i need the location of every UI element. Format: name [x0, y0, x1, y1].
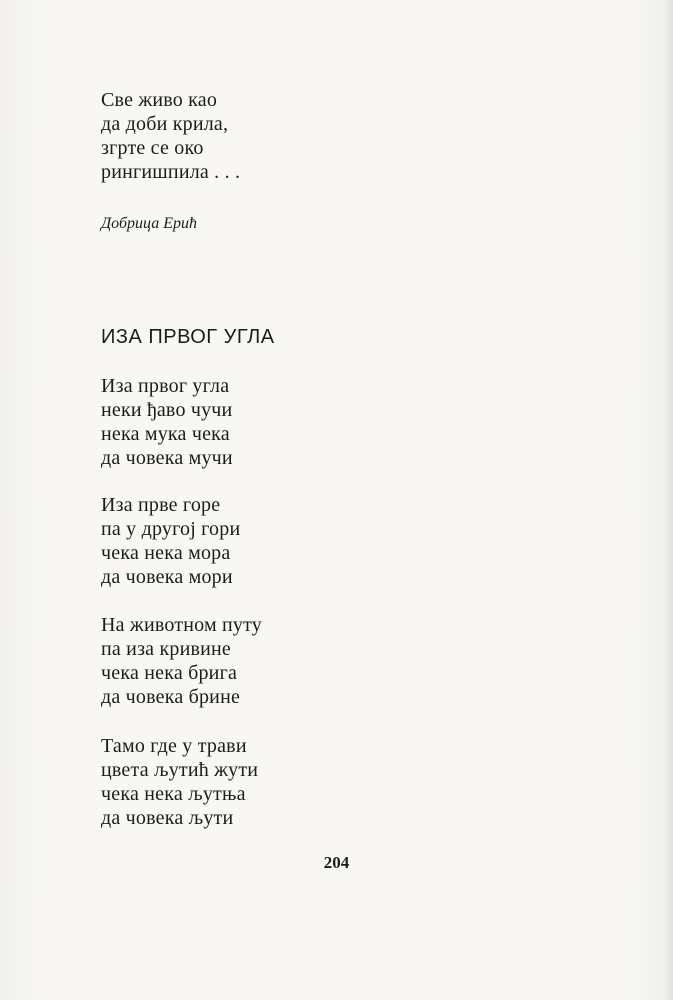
poem-line: да човека брине	[101, 686, 241, 708]
poem-line: чека нека брига	[101, 662, 238, 684]
poem-line: па иза кривине	[101, 638, 232, 660]
page-edge-shadow	[665, 0, 673, 1000]
poem-line: нека мука чека	[101, 423, 230, 445]
poem-line: да човека мори	[101, 566, 233, 588]
poem-line: На животном путу	[101, 614, 262, 636]
poem-line: згрте се око	[101, 137, 204, 159]
poem-stanza-2	[101, 493, 240, 589]
poem-line: Иза првог угла	[101, 375, 230, 397]
poem-stanza-4	[101, 734, 258, 830]
poem-line: неки ђаво чучи	[101, 399, 233, 421]
poem-line: Тамо где у трави	[101, 735, 247, 757]
poem-line: чека нека љутња	[101, 783, 246, 805]
author-signature: Добрица Ерић	[101, 215, 197, 232]
poem-stanza-1	[101, 374, 233, 470]
page-number: 204	[323, 853, 350, 872]
poem-stanza-3	[101, 613, 262, 709]
previous-poem-stanza	[101, 88, 240, 184]
poem-line: рингишпила . . .	[101, 161, 241, 183]
poem-line: цвета љутић жути	[101, 759, 259, 781]
poem-line: чека нека мора	[101, 542, 231, 564]
poem-line: да човека љути	[101, 807, 234, 829]
poem-line: Иза прве горе	[101, 494, 221, 516]
poem-line: да човека мучи	[101, 447, 233, 469]
poem-line: да доби крила,	[101, 113, 229, 135]
poem-line: па у другој гори	[101, 518, 241, 540]
poem-line: Све живо као	[101, 89, 218, 111]
poem-title: ИЗА ПРВОГ УГЛА	[101, 326, 275, 348]
